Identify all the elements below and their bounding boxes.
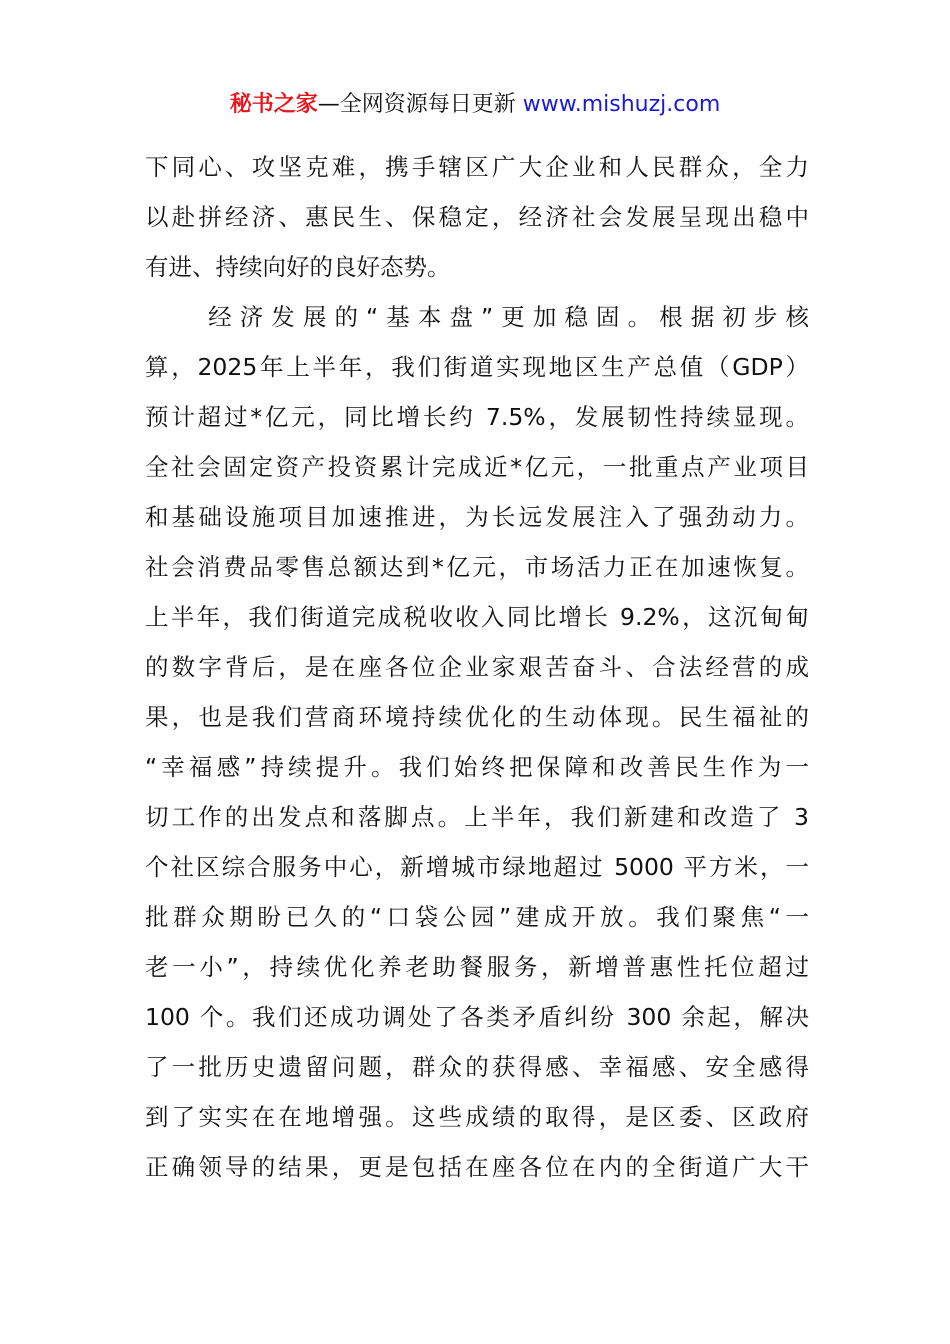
text-line: 个社区综合服务中心，新增城市绿地超过 5000 平方米，一 <box>145 853 809 881</box>
text-line: 到了实实在在地增强。这些成绩的取得，是区委、区政府 <box>145 1103 809 1131</box>
header-tagline: —全网资源每日更新 <box>317 92 523 117</box>
page-header <box>0 88 950 122</box>
text-line: 切工作的出发点和落脚点。上半年，我们新建和改造了 3 <box>145 803 809 831</box>
text-line: 社会消费品零售总额达到*亿元，市场活力正在加速恢复。 <box>145 553 809 581</box>
text-line: 老一小”，持续优化养老助餐服务，新增普惠性托位超过 <box>145 953 809 981</box>
text-line: 以赴拼经济、惠民生、保稳定，经济社会发展呈现出稳中 <box>145 203 809 231</box>
text-line: “幸福感”持续提升。我们始终把保障和改善民生作为一 <box>145 753 809 781</box>
text-line: 果，也是我们营商环境持续优化的生动体现。民生福祉的 <box>145 703 809 731</box>
text-line: 下同心、攻坚克难，携手辖区广大企业和人民群众，全力 <box>145 153 809 181</box>
text-line: 了一批历史遗留问题，群众的获得感、幸福感、安全感得 <box>145 1053 809 1081</box>
text-line: 全社会固定资产投资累计完成近*亿元，一批重点产业项目 <box>145 453 809 481</box>
text-line: 有进、持续向好的良好态势。 <box>145 253 451 281</box>
text-line: 算，2025年上半年，我们街道实现地区生产总值（GDP） <box>145 353 809 381</box>
text-line: 正确领导的结果，更是包括在座各位在内的全街道广大干 <box>145 1153 809 1181</box>
text-line: 100 个。我们还成功调处了各类矛盾纠纷 300 余起，解决 <box>145 1003 809 1031</box>
text-line: 预计超过*亿元，同比增长约 7.5%，发展韧性持续显现。 <box>145 403 809 431</box>
site-url-link[interactable]: www.mishuzj.com <box>522 92 721 117</box>
document-body <box>145 142 809 1192</box>
text-line: 的数字背后，是在座各位企业家艰苦奋斗、合法经营的成 <box>145 653 809 681</box>
brand-name: 秘书之家 <box>229 92 318 117</box>
text-line: 和基础设施项目加速推进，为长远发展注入了强劲动力。 <box>145 503 809 531</box>
text-line: 经济发展的“基本盘”更加稳固。根据初步核 <box>145 303 809 331</box>
text-line: 批群众期盼已久的“口袋公园”建成开放。我们聚焦“一 <box>145 903 809 931</box>
text-line: 上半年，我们街道完成税收收入同比增长 9.2%，这沉甸甸 <box>145 603 809 631</box>
